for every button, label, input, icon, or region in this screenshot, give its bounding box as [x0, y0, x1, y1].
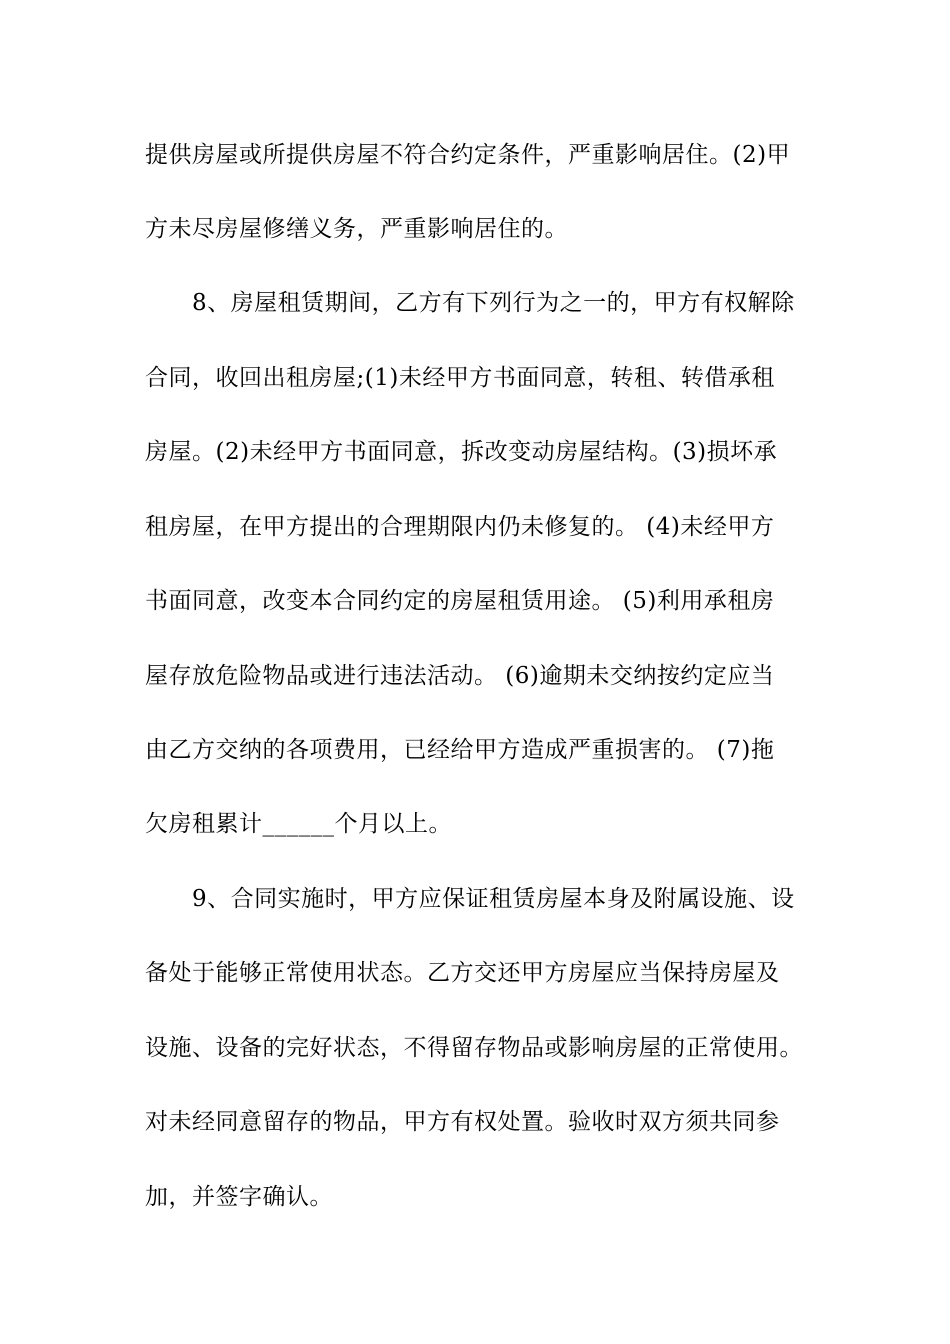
text-line: 合同，收回出租房屋;(1)未经甲方书面同意，转租、转借承租	[145, 365, 775, 391]
paragraph-8-start: 8、房屋租赁期间，乙方有下列行为之一的，甲方有权解除	[192, 290, 795, 316]
paragraph-9-start: 9、合同实施时，甲方应保证租赁房屋本身及附属设施、设	[192, 886, 795, 912]
text-line: 对未经同意留存的物品，甲方有权处置。验收时双方须共同参	[145, 1109, 780, 1135]
text-line: 房屋。(2)未经甲方书面同意，拆改变动房屋结构。(3)损坏承	[145, 439, 778, 465]
text-line: 欠房租累计______个月以上。	[145, 811, 452, 837]
text-line: 方未尽房屋修缮义务，严重影响居住的。	[145, 216, 568, 242]
text-line: 备处于能够正常使用状态。乙方交还甲方房屋应当保持房屋及	[145, 960, 780, 986]
text-line: 租房屋，在甲方提出的合理期限内仍未修复的。 (4)未经甲方	[145, 514, 775, 540]
text-line: 设施、设备的完好状态，不得留存物品或影响房屋的正常使用。	[145, 1035, 803, 1061]
text-line: 由乙方交纳的各项费用，已经给甲方造成严重损害的。 (7)拖	[145, 737, 775, 763]
text-line: 加，并签字确认。	[145, 1184, 333, 1210]
text-line: 屋存放危险物品或进行违法活动。 (6)逾期未交纳按约定应当	[145, 663, 775, 689]
text-line: 书面同意，改变本合同约定的房屋租赁用途。 (5)利用承租房	[145, 588, 775, 614]
text-line: 提供房屋或所提供房屋不符合约定条件，严重影响居住。(2)甲	[145, 142, 791, 168]
